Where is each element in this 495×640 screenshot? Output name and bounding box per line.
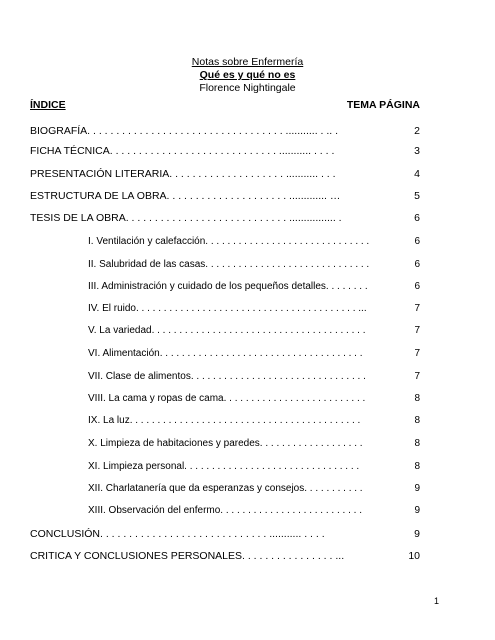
document-header [0, 56, 495, 95]
document-subtitle: Qué es y qué no es [199, 69, 296, 81]
toc-entry-page: 9 [414, 483, 420, 494]
toc-entry-label: CRITICA Y CONCLUSIONES PERSONALES. . . . . . . . . . . . . . . . ... [30, 550, 345, 562]
toc-entry-label: V. La variedad. . . . . . . . . . . . . . . . . . . . . . . . . . . . . . . . . . . . . . . [88, 325, 366, 336]
page-number: 1 [434, 596, 440, 606]
toc-entry-page: 8 [414, 461, 420, 472]
toc-entry-page: 6 [414, 212, 420, 224]
toc-entry-label: IV. El ruido. . . . . . . . . . . . . . . . . . . . . . . . . . . . . . . . . . . . . . . . ... [88, 303, 367, 314]
toc-entry-label: III. Administración y cuidado de los pequeños detalles. . . . . . . . [88, 281, 368, 292]
toc-entry-page: 6 [414, 281, 420, 292]
toc-entry-label: TESIS DE LA OBRA. . . . . . . . . . . . . . . . . . . . . . . . . . . . ................ . [30, 212, 342, 224]
toc-entry-page: 7 [414, 371, 420, 382]
toc-entry-label: BIOGRAFÍA. . . . . . . . . . . . . . . . . . . . . . . . . . . . . . . . . . ........... . .. . [30, 125, 339, 137]
toc-entry-page: 6 [414, 236, 420, 247]
toc-entry-page: 7 [414, 303, 420, 314]
document-title: Notas sobre Enfermería [191, 56, 304, 68]
toc-entry-page: 10 [408, 550, 420, 562]
toc-entry-label: VI. Alimentación. . . . . . . . . . . . . . . . . . . . . . . . . . . . . . . . . . . . . [88, 348, 363, 359]
toc-entry-label: VII. Clase de alimentos. . . . . . . . . . . . . . . . . . . . . . . . . . . . . . . . [88, 371, 366, 382]
toc-entry-label: XIII. Observación del enfermo. . . . . . . . . . . . . . . . . . . . . . . . . . [88, 505, 362, 516]
toc-entry-label: PRESENTACIÓN LITERARIA. . . . . . . . . . . . . . . . . . . . ........... . . . [30, 168, 336, 180]
index-column-heading: TEMA PÁGINA [346, 99, 420, 111]
toc-entry-page: 3 [414, 145, 420, 157]
toc-entry-page: 8 [414, 415, 420, 426]
document-author: Florence Nightingale [199, 82, 296, 94]
toc-entry-page: 7 [414, 348, 420, 359]
toc-entry-page: 2 [414, 125, 420, 137]
toc-entry-page: 8 [414, 438, 420, 449]
toc-entry-page: 5 [414, 190, 420, 202]
toc-entry-page: 4 [414, 168, 420, 180]
toc-entry-label: X. Limpieza de habitaciones y paredes. . . . . . . . . . . . . . . . . . . [88, 438, 363, 449]
toc-entry-label: XII. Charlatanería que da esperanzas y consejos. . . . . . . . . . . [88, 483, 363, 494]
index-heading: ÍNDICE [30, 99, 66, 111]
toc-entry-page: 9 [414, 505, 420, 516]
toc-entry-label: FICHA TÉCNICA. . . . . . . . . . . . . . . . . . . . . . . . . . . . . ........... . . . . [30, 145, 335, 157]
toc-entry-page: 8 [414, 393, 420, 404]
toc-entry-label: VIII. La cama y ropas de cama. . . . . . . . . . . . . . . . . . . . . . . . . . [88, 393, 366, 404]
toc-entry-label: ESTRUCTURA DE LA OBRA. . . . . . . . . . . . . . . . . . . . . ............. … [30, 190, 341, 202]
toc-entry-label: I. Ventilación y calefacción. . . . . . . . . . . . . . . . . . . . . . . . . . . . . . [88, 236, 370, 247]
toc-entry-label: IX. La luz. . . . . . . . . . . . . . . . . . . . . . . . . . . . . . . . . . . . . . . . . . [88, 415, 361, 426]
toc-entry-page: 7 [414, 325, 420, 336]
index-heading-row [30, 99, 420, 111]
toc-entry-page: 9 [414, 528, 420, 540]
toc-entry-label: XI. Limpieza personal. . . . . . . . . . . . . . . . . . . . . . . . . . . . . . . . [88, 461, 360, 472]
toc-entry-label: CONCLUSIÓN. . . . . . . . . . . . . . . . . . . . . . . . . . . . . ........... . . . . [30, 528, 325, 540]
toc-entry-page: 6 [414, 259, 420, 270]
toc-entry-label: II. Salubridad de las casas. . . . . . . . . . . . . . . . . . . . . . . . . . . . . . [88, 259, 370, 270]
